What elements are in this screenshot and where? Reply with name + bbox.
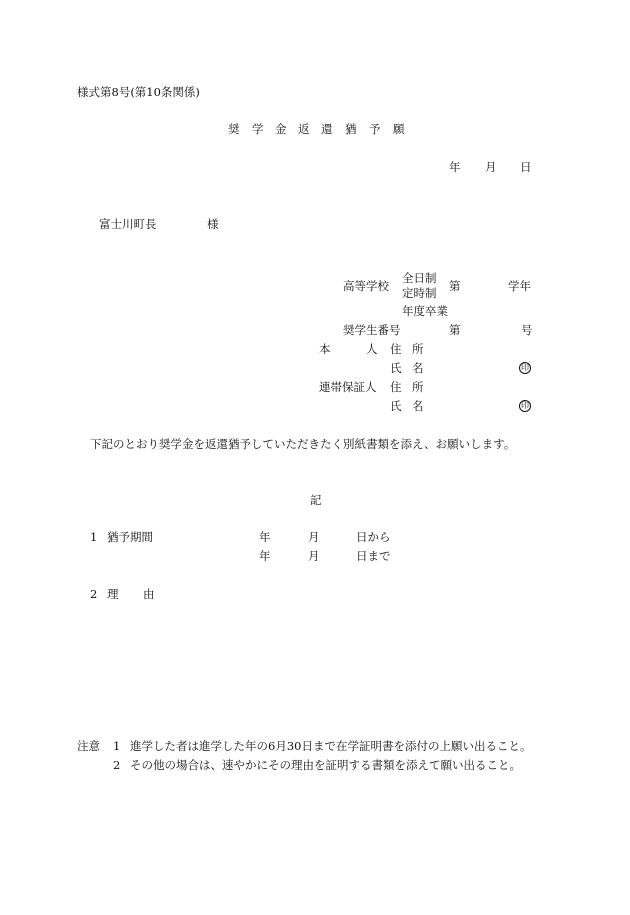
title-char: 予 <box>369 122 381 136</box>
note2-text: その他の場合は、速やかにその理由を証明する書類を添えて願い出ること。 <box>130 758 521 772</box>
guarantor-address-b: 所 <box>412 380 424 394</box>
to-day: 日まで <box>356 549 391 563</box>
date-year-label: 年 <box>449 160 461 174</box>
to-year: 年 <box>259 549 271 563</box>
title-char: 金 <box>275 122 287 136</box>
seal-icon: 印 <box>521 401 529 410</box>
item2-label-b: 由 <box>143 587 155 601</box>
from-year: 年 <box>259 530 271 544</box>
item1-number: 1 <box>90 530 98 544</box>
self-address-b: 所 <box>412 342 424 356</box>
guarantor-name-b: 名 <box>412 399 424 413</box>
item2-label-a: 理 <box>107 587 119 601</box>
title-char: 願 <box>393 122 405 136</box>
item2-number: 2 <box>90 587 98 601</box>
guarantor-name-a: 氏 <box>390 399 402 413</box>
self-name-a: 氏 <box>390 361 402 375</box>
addressee-name: 富士川町長 <box>99 217 157 231</box>
note2-number: 2 <box>113 758 121 772</box>
note1-number: 1 <box>113 739 121 753</box>
date-month-label: 月 <box>485 160 497 174</box>
course-parttime: 定時制 <box>402 286 437 300</box>
self-name-b: 名 <box>412 361 424 375</box>
guarantor-label: 連帯保証人 <box>319 380 377 394</box>
ki-heading: 記 <box>310 493 322 507</box>
body-text: 下記のとおり奨学金を返還猶予していただきたく別紙書類を添え、お願いします。 <box>90 437 516 451</box>
notes-label: 注意 <box>77 739 100 753</box>
graduation-label: 年度卒業 <box>402 304 448 318</box>
note1-text: 進学した者は進学した年の6月30日まで在学証明書を添付の上願い出ること。 <box>130 739 532 753</box>
title-char: 返 <box>298 122 310 136</box>
title-char: 猶 <box>345 122 357 136</box>
scholar-number-go: 号 <box>521 323 533 337</box>
grade-label: 学年 <box>508 279 531 293</box>
from-month: 月 <box>308 530 320 544</box>
scholar-number-label: 奨学生番号 <box>343 323 401 337</box>
title-char: 還 <box>321 122 333 136</box>
addressee-honorific: 様 <box>207 217 219 231</box>
self-label-b: 人 <box>366 342 378 356</box>
school-label: 高等学校 <box>343 279 389 293</box>
title-char: 学 <box>252 122 264 136</box>
title-char: 奨 <box>228 122 240 136</box>
scholar-number-dai: 第 <box>449 323 461 337</box>
course-fulltime: 全日制 <box>402 271 437 285</box>
from-day: 日から <box>356 530 391 544</box>
grade-dai: 第 <box>449 279 461 293</box>
self-label-a: 本 <box>319 342 331 356</box>
self-address-a: 住 <box>390 342 402 356</box>
form-number: 様式第8号(第10条関係) <box>77 85 200 99</box>
to-month: 月 <box>308 549 320 563</box>
seal-icon: 印 <box>521 363 529 372</box>
guarantor-address-a: 住 <box>390 380 402 394</box>
item1-label: 猶予期間 <box>107 530 153 544</box>
date-day-label: 日 <box>520 160 532 174</box>
